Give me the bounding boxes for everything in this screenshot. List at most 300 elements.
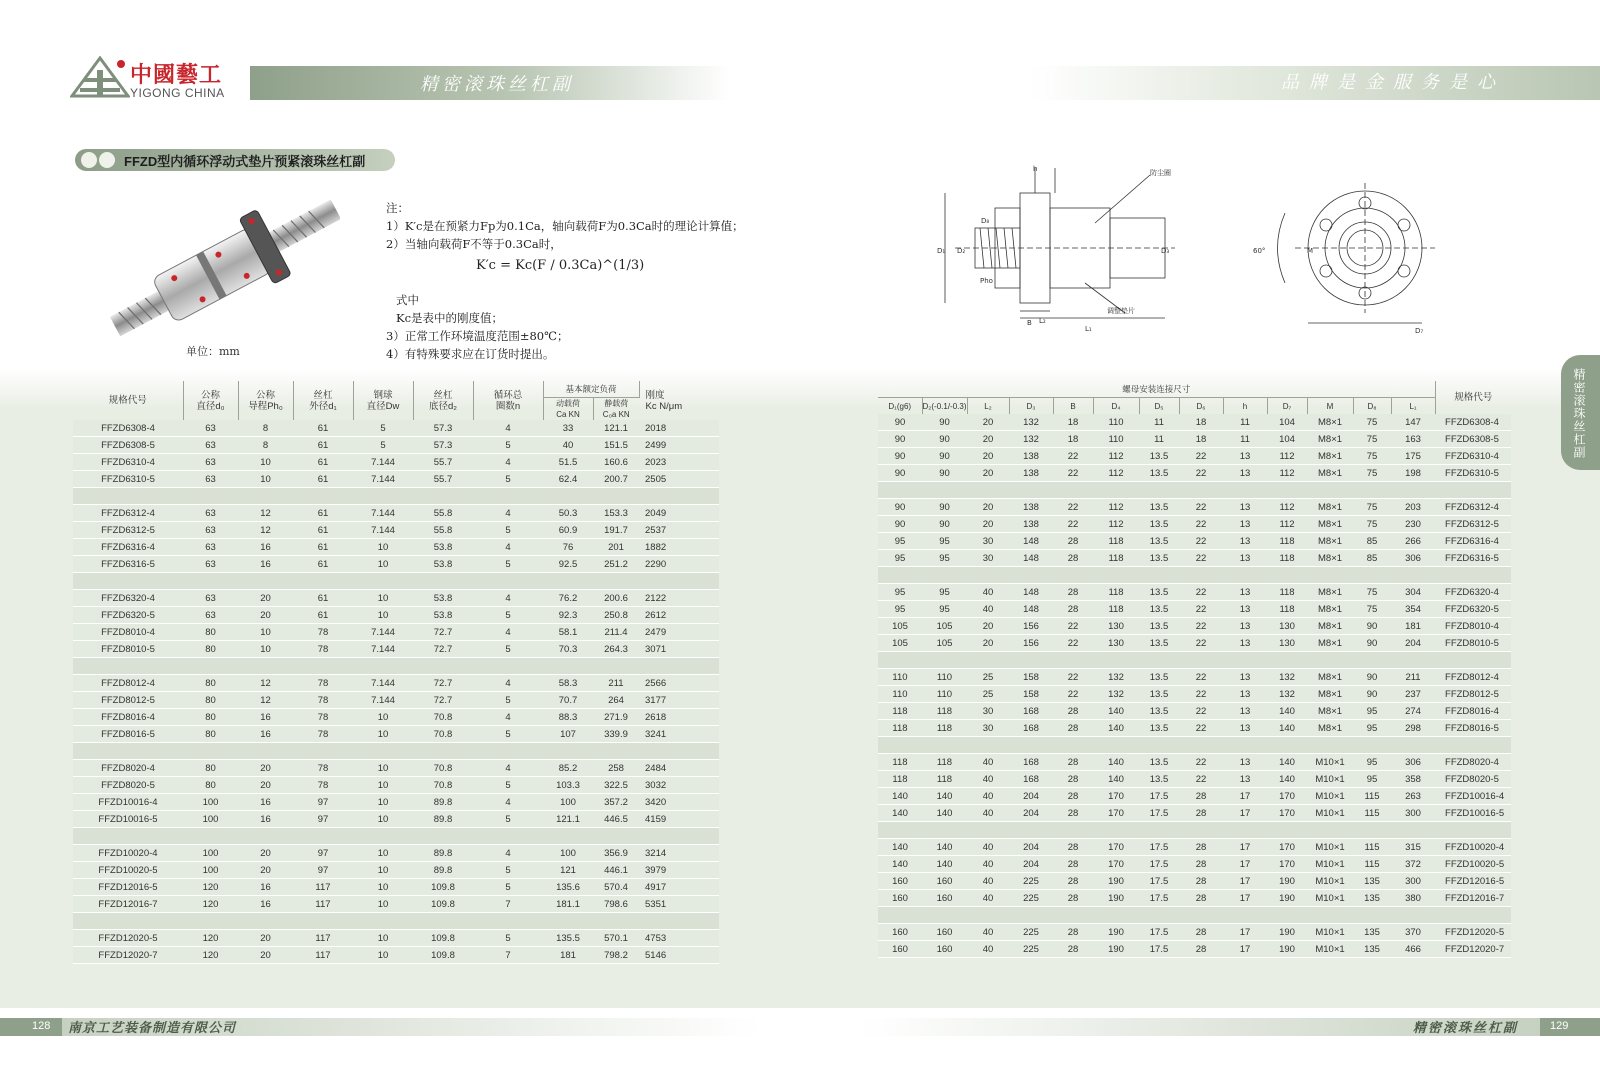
table-cell: 92.5 (543, 556, 593, 573)
table-row (878, 856, 1511, 873)
table-row (878, 448, 1511, 465)
table-cell: 7.144 (353, 692, 413, 709)
table-row (73, 760, 719, 777)
table-cell: 40 (967, 601, 1009, 618)
table-cell: 30 (967, 550, 1009, 567)
table-gap-row (878, 737, 1511, 754)
table-cell: 446.5 (593, 811, 639, 828)
table-cell: 20 (967, 448, 1009, 465)
table-cell: FFZD12016-7 (73, 896, 183, 913)
table-cell: 115 (1353, 856, 1391, 873)
table-cell: 358 (1391, 771, 1435, 788)
table-cell: 76.2 (543, 590, 593, 607)
table-cell: 28 (1179, 941, 1223, 958)
table-cell: 204 (1009, 839, 1053, 856)
table-cell: 121 (543, 862, 593, 879)
table-cell: 78 (293, 692, 353, 709)
table-cell: FFZD8012-4 (73, 675, 183, 692)
table-cell: FFZD8012-5 (73, 692, 183, 709)
table-cell: 63 (183, 590, 238, 607)
table-cell: 151.5 (593, 437, 639, 454)
table-cell: 140 (1267, 703, 1307, 720)
table-cell: 147 (1391, 414, 1435, 431)
table-cell: 10 (353, 930, 413, 947)
table-cell: 95 (1353, 771, 1391, 788)
table-row (878, 805, 1511, 822)
table-cell: 61 (293, 420, 353, 437)
table-cell-code: FFZD6316-5 (1435, 550, 1511, 567)
table-cell: 3979 (639, 862, 719, 879)
footer-left-block (0, 1018, 62, 1036)
table-cell: 4917 (639, 879, 719, 896)
svg-text:M: M (1307, 247, 1314, 255)
table-cell: 51.5 (543, 454, 593, 471)
logo-text-en: YIGONG CHINA (130, 86, 225, 100)
table-cell: 13 (1223, 618, 1267, 635)
table-cell: 7.144 (353, 675, 413, 692)
table-cell: 2122 (639, 590, 719, 607)
table-cell: 28 (1053, 890, 1093, 907)
table-cell: 85 (1353, 533, 1391, 550)
table-cell-code: FFZD12020-7 (1435, 941, 1511, 958)
table-cell: 357.2 (593, 794, 639, 811)
table-gap-row (878, 652, 1511, 669)
table-cell: 5 (473, 879, 543, 896)
table-cell: M10×1 (1307, 754, 1353, 771)
table-cell: 7.144 (353, 454, 413, 471)
table-cell: 89.8 (413, 811, 473, 828)
table-cell: 140 (1267, 720, 1307, 737)
table-cell: 97 (293, 811, 353, 828)
table-cell: 4 (473, 624, 543, 641)
table-cell: 112 (1267, 465, 1307, 482)
table-cell: 13.5 (1139, 669, 1179, 686)
table-cell: M8×1 (1307, 686, 1353, 703)
table-cell: 160 (922, 873, 967, 890)
table-cell: 3214 (639, 845, 719, 862)
table-cell: 140 (1093, 720, 1139, 737)
table-cell: 370 (1391, 924, 1435, 941)
table-cell: 4753 (639, 930, 719, 947)
table-cell: 148 (1009, 584, 1053, 601)
table-cell: 61 (293, 437, 353, 454)
table-cell: 4159 (639, 811, 719, 828)
table-cell-code: FFZD6312-4 (1435, 499, 1511, 516)
table-cell: 135 (1353, 924, 1391, 941)
table-cell: 118 (1093, 584, 1139, 601)
table-cell: 78 (293, 760, 353, 777)
table-cell: 100 (543, 845, 593, 862)
table-cell: 211 (593, 675, 639, 692)
col-header-ca: 动载荷 Ca KN (543, 398, 593, 421)
table-cell: 315 (1391, 839, 1435, 856)
table-cell: 75 (1353, 516, 1391, 533)
table-cell: 112 (1093, 465, 1139, 482)
table-cell: 118 (878, 754, 922, 771)
table-cell: FFZD8010-5 (73, 641, 183, 658)
table-cell: 110 (878, 669, 922, 686)
table-cell: 190 (1093, 924, 1139, 941)
table-cell: 63 (183, 522, 238, 539)
table-cell: M10×1 (1307, 839, 1353, 856)
table-cell: FFZD6312-5 (73, 522, 183, 539)
table-cell: 58.1 (543, 624, 593, 641)
table-cell: 28 (1179, 788, 1223, 805)
table-cell: M8×1 (1307, 550, 1353, 567)
table-cell: 8 (238, 420, 293, 437)
table-cell: 132 (1093, 686, 1139, 703)
table-cell-code: FFZD6310-4 (1435, 448, 1511, 465)
table-cell: 78 (293, 641, 353, 658)
table-cell: 10 (238, 454, 293, 471)
table-cell: 28 (1179, 873, 1223, 890)
table-cell: 61 (293, 471, 353, 488)
table-cell: 61 (293, 539, 353, 556)
table-cell: 10 (353, 539, 413, 556)
table-cell: 55.8 (413, 505, 473, 522)
table-gap-row (73, 573, 719, 590)
table-cell: 570.1 (593, 930, 639, 947)
table-cell: 95 (878, 584, 922, 601)
table-cell: 140 (922, 856, 967, 873)
table-cell-code: FFZD6308-4 (1435, 414, 1511, 431)
table-cell: 20 (238, 607, 293, 624)
table-cell: 168 (1009, 754, 1053, 771)
table-cell: 61 (293, 590, 353, 607)
table-cell: 17.5 (1139, 873, 1179, 890)
table-cell: 12 (238, 505, 293, 522)
table-cell-code: FFZD6320-5 (1435, 601, 1511, 618)
table-row (73, 879, 719, 896)
table-cell: 90 (1353, 686, 1391, 703)
table-cell: 20 (967, 431, 1009, 448)
table-cell: 13.5 (1139, 703, 1179, 720)
table-cell: 16 (238, 794, 293, 811)
table-cell: 17 (1223, 839, 1267, 856)
table-cell: 90 (878, 448, 922, 465)
table-cell: 20 (967, 635, 1009, 652)
table-cell: 271.9 (593, 709, 639, 726)
table-cell: 20 (238, 930, 293, 947)
col-header-mount-12: L₁ (1391, 398, 1435, 415)
table-cell: 61 (293, 556, 353, 573)
table-cell: 22 (1179, 499, 1223, 516)
table-cell: 20 (238, 845, 293, 862)
table-cell: 80 (183, 675, 238, 692)
table-cell: 28 (1053, 601, 1093, 618)
table-cell: 10 (353, 607, 413, 624)
table-cell: 72.7 (413, 692, 473, 709)
table-cell: 95 (878, 533, 922, 550)
table-row (878, 669, 1511, 686)
col-header-ph0: 公称 导程Ph₀ (238, 381, 293, 420)
table-cell: 75 (1353, 601, 1391, 618)
table-cell: 274 (1391, 703, 1435, 720)
table-cell: 190 (1267, 924, 1307, 941)
table-cell: 40 (967, 890, 1009, 907)
table-cell: 10 (353, 862, 413, 879)
table-cell: 13 (1223, 465, 1267, 482)
table-cell: 798.2 (593, 947, 639, 964)
table-cell: 339.9 (593, 726, 639, 743)
table-cell: 30 (967, 720, 1009, 737)
table-row (73, 845, 719, 862)
table-row (73, 624, 719, 641)
table-row (73, 930, 719, 947)
table-cell: 40 (543, 437, 593, 454)
table-cell: 40 (967, 771, 1009, 788)
table-cell: 20 (238, 862, 293, 879)
table-cell: 118 (1093, 533, 1139, 550)
col-header-mount-6: D₅ (1139, 398, 1179, 415)
table-cell: 10 (353, 726, 413, 743)
table-cell: 5 (473, 726, 543, 743)
table-cell: 200.6 (593, 590, 639, 607)
table-cell: 63 (183, 471, 238, 488)
table-cell: 225 (1009, 873, 1053, 890)
table-row (73, 896, 719, 913)
footer-right-title: 精密滚珠丝杠副 (1413, 1021, 1519, 1036)
table-cell: 90 (922, 516, 967, 533)
table-cell: 263 (1391, 788, 1435, 805)
col-header-mount-7: D₆ (1179, 398, 1223, 415)
table-row (73, 471, 719, 488)
table-cell: FFZD10020-5 (73, 862, 183, 879)
table-cell: 2018 (639, 420, 719, 437)
table-row (73, 675, 719, 692)
table-cell: 204 (1391, 635, 1435, 652)
table-cell: 117 (293, 879, 353, 896)
table-cell: 3420 (639, 794, 719, 811)
table-cell: 160 (922, 890, 967, 907)
table-cell: M8×1 (1307, 499, 1353, 516)
table-cell: 204 (1009, 805, 1053, 822)
table-cell: 40 (967, 754, 1009, 771)
page-number-left: 128 (32, 1020, 51, 1032)
table-cell: 75 (1353, 465, 1391, 482)
table-cell: 61 (293, 607, 353, 624)
table-row (73, 641, 719, 658)
table-cell: 170 (1093, 788, 1139, 805)
svg-text:D₁: D₁ (937, 247, 946, 255)
table-cell: 7 (473, 896, 543, 913)
table-cell: 140 (922, 805, 967, 822)
table-cell: FFZD8020-4 (73, 760, 183, 777)
table-cell: 156 (1009, 618, 1053, 635)
table-row (73, 539, 719, 556)
table-cell: 40 (967, 873, 1009, 890)
table-cell: 109.8 (413, 930, 473, 947)
table-cell: 22 (1053, 499, 1093, 516)
table-cell: 118 (922, 771, 967, 788)
svg-text:Pho: Pho (980, 277, 993, 285)
table-cell: 13 (1223, 601, 1267, 618)
table-row (878, 924, 1511, 941)
table-cell: 118 (1093, 550, 1139, 567)
table-cell: 140 (1093, 754, 1139, 771)
table-cell: 20 (967, 414, 1009, 431)
table-cell: 211.4 (593, 624, 639, 641)
table-cell: 28 (1053, 584, 1093, 601)
table-cell: 570.4 (593, 879, 639, 896)
table-cell: 158 (1009, 686, 1053, 703)
table-cell: 90 (922, 431, 967, 448)
table-cell: M10×1 (1307, 856, 1353, 873)
table-cell: 2290 (639, 556, 719, 573)
table-cell: 80 (183, 709, 238, 726)
table-cell: M8×1 (1307, 431, 1353, 448)
note-1: 1）K′c是在预紧力Fp为0.1Ca，轴向载荷F为0.3Ca时的理论计算值； (386, 219, 744, 233)
section-title: FFZD型内循环浮动式垫片预紧滚珠丝杠副 (124, 154, 366, 169)
table-cell: 258 (593, 760, 639, 777)
table-cell: 33 (543, 420, 593, 437)
table-cell: 5 (473, 692, 543, 709)
table-cell: 97 (293, 794, 353, 811)
table-cell: 13.5 (1139, 448, 1179, 465)
table-row (878, 533, 1511, 550)
table-cell: 57.3 (413, 420, 473, 437)
table-cell: 138 (1009, 448, 1053, 465)
table-cell: M10×1 (1307, 941, 1353, 958)
table-cell: 120 (183, 896, 238, 913)
table-cell: M10×1 (1307, 788, 1353, 805)
table-cell: 115 (1353, 839, 1391, 856)
table-cell: 153.3 (593, 505, 639, 522)
table-cell: 22 (1053, 669, 1093, 686)
table-cell: 17 (1223, 890, 1267, 907)
table-cell: 10 (238, 641, 293, 658)
table-cell: 53.8 (413, 590, 473, 607)
table-row (73, 607, 719, 624)
table-cell: 7.144 (353, 522, 413, 539)
table-row (73, 590, 719, 607)
table-cell: 5 (473, 522, 543, 539)
table-cell: 22 (1053, 618, 1093, 635)
table-gap-row (73, 913, 719, 930)
table-cell: 120 (183, 879, 238, 896)
table-cell: 40 (967, 924, 1009, 941)
table-cell: 264.3 (593, 641, 639, 658)
table-cell: 70.8 (413, 760, 473, 777)
table-cell: 28 (1179, 805, 1223, 822)
table-cell: 90 (1353, 618, 1391, 635)
table-cell: 90 (922, 465, 967, 482)
table-cell: 61 (293, 454, 353, 471)
table-cell: 112 (1267, 499, 1307, 516)
table-cell: 55.8 (413, 522, 473, 539)
table-cell: 110 (1093, 414, 1139, 431)
logo-red-dot (117, 60, 125, 68)
table-cell: 10 (353, 590, 413, 607)
table-cell: 58.3 (543, 675, 593, 692)
unit-label: 单位：mm (186, 345, 240, 358)
table-cell: 28 (1053, 788, 1093, 805)
table-cell: 80 (183, 760, 238, 777)
table-cell: 80 (183, 641, 238, 658)
table-cell: 117 (293, 930, 353, 947)
table-cell: 17 (1223, 924, 1267, 941)
table-cell: 10 (353, 777, 413, 794)
table-cell: 130 (1267, 635, 1307, 652)
table-cell: 13 (1223, 686, 1267, 703)
table-cell: 17.5 (1139, 890, 1179, 907)
table-cell: 90 (878, 499, 922, 516)
table-cell: 170 (1267, 788, 1307, 805)
table-cell: 200.7 (593, 471, 639, 488)
table-cell: 110 (1093, 431, 1139, 448)
table-cell: 135 (1353, 941, 1391, 958)
table-row (73, 556, 719, 573)
table-cell: FFZD12016-5 (73, 879, 183, 896)
table-cell: 30 (967, 533, 1009, 550)
table-cell: 90 (922, 448, 967, 465)
header-title: 精密滚珠丝杠副 (420, 74, 574, 95)
table-cell: 138 (1009, 465, 1053, 482)
table-cell: FFZD10020-4 (73, 845, 183, 862)
table-cell: 10 (238, 471, 293, 488)
table-cell: 95 (922, 533, 967, 550)
table-cell: FFZD6310-5 (73, 471, 183, 488)
table-cell-code: FFZD8020-4 (1435, 754, 1511, 771)
table-cell: 78 (293, 726, 353, 743)
table-cell: 75 (1353, 431, 1391, 448)
table-cell: 55.7 (413, 454, 473, 471)
table-cell: 10 (353, 947, 413, 964)
table-cell: 466 (1391, 941, 1435, 958)
svg-text:D₇: D₇ (1415, 327, 1424, 335)
table-row (73, 505, 719, 522)
table-row (73, 794, 719, 811)
table-cell: 18 (1179, 431, 1223, 448)
table-cell-code: FFZD8016-4 (1435, 703, 1511, 720)
table-cell: FFZD6320-4 (73, 590, 183, 607)
table-cell: 17 (1223, 873, 1267, 890)
table-cell: FFZD6308-5 (73, 437, 183, 454)
table-cell: 16 (238, 726, 293, 743)
table-cell: 76 (543, 539, 593, 556)
table-cell: 10 (353, 845, 413, 862)
header-slogan: 品牌是金服务是心 (1281, 72, 1505, 93)
table-cell: 2505 (639, 471, 719, 488)
table-cell: 40 (967, 839, 1009, 856)
table-cell: 28 (1179, 839, 1223, 856)
table-cell: 30 (967, 703, 1009, 720)
table-cell: 158 (1009, 669, 1053, 686)
table-cell: M8×1 (1307, 465, 1353, 482)
table-cell: 160 (878, 924, 922, 941)
table-cell: 28 (1053, 873, 1093, 890)
table-cell: 5 (473, 862, 543, 879)
table-cell: 13 (1223, 533, 1267, 550)
table-cell: 109.8 (413, 896, 473, 913)
spec-table-right (878, 381, 1511, 958)
table-cell: M8×1 (1307, 720, 1353, 737)
table-cell: 7 (473, 947, 543, 964)
table-cell: 140 (922, 788, 967, 805)
table-cell: FFZD6310-4 (73, 454, 183, 471)
table-cell: 118 (1267, 601, 1307, 618)
table-cell: 5 (473, 777, 543, 794)
table-cell: 190 (1267, 941, 1307, 958)
table-cell: 225 (1009, 924, 1053, 941)
table-row (878, 431, 1511, 448)
table-cell: 298 (1391, 720, 1435, 737)
table-gap-row (73, 828, 719, 845)
table-cell: 251.2 (593, 556, 639, 573)
table-cell: 140 (878, 839, 922, 856)
table-cell: 85 (1353, 550, 1391, 567)
table-cell: 22 (1179, 703, 1223, 720)
